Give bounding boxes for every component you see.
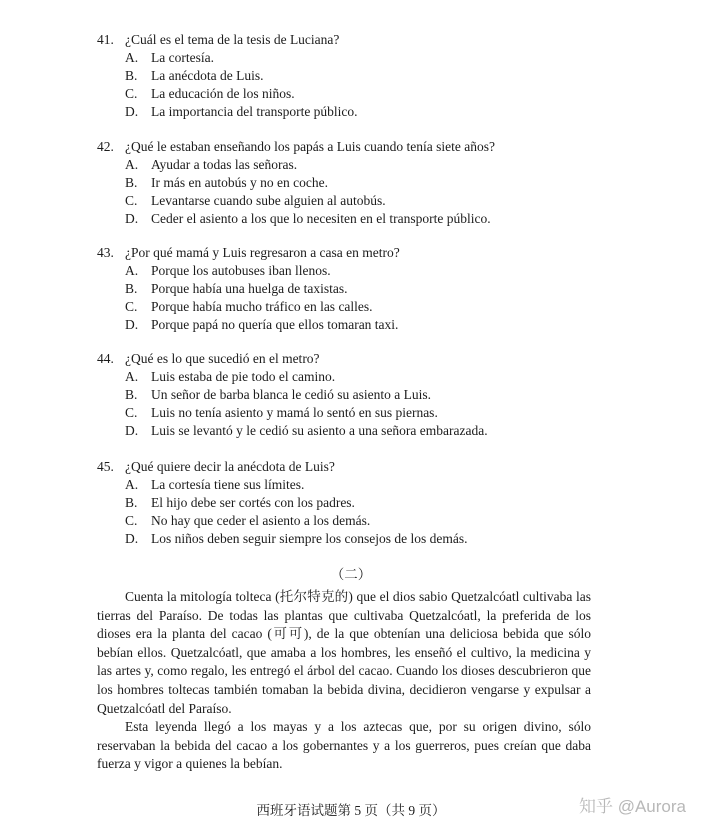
zhihu-watermark: 知乎 @Aurora xyxy=(578,797,686,816)
question-42 xyxy=(97,138,677,228)
option-d: D. La importancia del transporte público. xyxy=(125,104,358,119)
question-text: ¿Qué es lo que sucedió en el metro? xyxy=(125,351,320,366)
option-b: B. La anécdota de Luis. xyxy=(125,68,264,83)
option-a: A. La cortesía. xyxy=(125,50,214,65)
passage-paragraph-2: Esta leyenda llegó a los mayas y a los aztecas que, por su origen divino, sólo reservaban la bebida del cacao a los gobernantes y a los guerreros, pues creían que daba fuerza y vigor a quienes la bebían. xyxy=(97,719,591,772)
option-c: C. La educación de los niños. xyxy=(125,86,295,101)
option-a: A. Porque los autobuses iban llenos. xyxy=(125,263,331,278)
question-text: ¿Por qué mamá y Luis regresaron a casa en metro? xyxy=(125,245,400,260)
question-45 xyxy=(97,458,677,548)
question-41 xyxy=(97,31,677,121)
option-b: B. Un señor de barba blanca le cedió su asiento a Luis. xyxy=(125,387,432,402)
question-text: ¿Cuál es el tema de la tesis de Luciana? xyxy=(125,32,340,47)
question-44 xyxy=(97,350,677,440)
reading-passage xyxy=(97,588,591,774)
option-d: D. Luis se levantó y le cedió su asiento a una señora embarazada. xyxy=(125,423,488,438)
section-title: （二） xyxy=(330,567,372,582)
option-c: C. Levantarse cuando sube alguien al autobús. xyxy=(125,193,386,208)
question-number: 44. xyxy=(97,351,114,366)
question-number: 45. xyxy=(97,459,114,474)
option-c: C. Luis no tenía asiento y mamá lo sentó en sus piernas. xyxy=(125,405,438,420)
option-d: D. Porque papá no quería que ellos tomaran taxi. xyxy=(125,317,399,332)
option-c: C. Porque había mucho tráfico en las calles. xyxy=(125,299,373,314)
option-d: D. Los niños deben seguir siempre los consejos de los demás. xyxy=(125,531,468,546)
question-43 xyxy=(97,244,677,334)
option-b: B. Ir más en autobús y no en coche. xyxy=(125,175,328,190)
option-a: A. Ayudar a todas las señoras. xyxy=(125,157,298,172)
option-a: A. La cortesía tiene sus límites. xyxy=(125,477,305,492)
question-text: ¿Qué le estaban enseñando los papás a Luis cuando tenía siete años? xyxy=(125,139,495,154)
passage-paragraph-1: Cuenta la mitología tolteca (托尔特克的) que el dios sabio Quetzalcóatl cultivaba las tierras del Paraíso. De todas las plantas que cultivaba Quetzalcóatl, la preferida de los dioses era la planta del cacao (可可), de la que obtenían una deliciosa bebida que sólo bebían ellos. Quetzalcóatl, que amaba a los hombres, les enseñó el cultivo, la medicina y las artes y, como regalo, les entregó el árbol del cacao. Cuando los dioses descubrieron que los hombres toltecas también tomaban la bebida divina, decidieron vengarse y expulsar a Quetzalcóatl del Paraíso. xyxy=(97,589,591,716)
question-number: 43. xyxy=(97,245,114,260)
option-b: B. Porque había una huelga de taxistas. xyxy=(125,281,348,296)
option-a: A. Luis estaba de pie todo el camino. xyxy=(125,369,336,384)
option-b: B. El hijo debe ser cortés con los padres. xyxy=(125,495,355,510)
option-d: D. Ceder el asiento a los que lo necesiten en el transporte público. xyxy=(125,211,491,226)
question-number: 42. xyxy=(97,139,114,154)
question-text: ¿Qué quiere decir la anécdota de Luis? xyxy=(125,459,335,474)
question-number: 41. xyxy=(97,32,114,47)
page-footer: 西班牙语试题第 5 页（共 9 页） xyxy=(256,803,446,818)
option-c: C. No hay que ceder el asiento a los demás. xyxy=(125,513,371,528)
